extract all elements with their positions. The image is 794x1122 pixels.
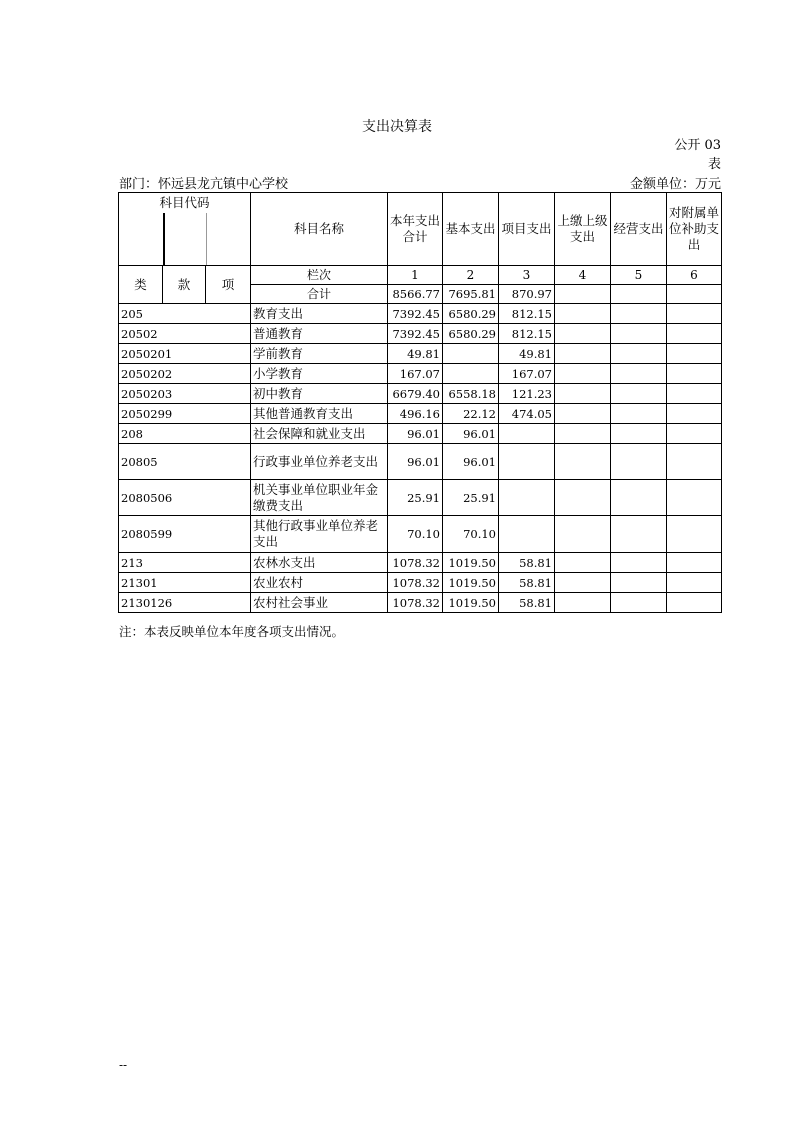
empty-cell [667,344,722,364]
subject-name: 社会保障和就业支出 [251,424,388,444]
value-project: 58.81 [499,553,555,573]
empty-cell [611,384,667,404]
amount-unit-label: 金额单位：万元 [629,177,721,192]
value-project: 167.07 [499,364,555,384]
empty-cell [667,324,722,344]
value-total: 1078.32 [388,593,443,613]
subject-code: 2130126 [119,593,251,613]
value-basic: 96.01 [443,444,499,480]
table-row [119,344,722,364]
value-total: 1078.32 [388,553,443,573]
header-col3: 项目支出 [499,193,555,266]
empty-cell [667,553,722,573]
empty-cell [555,344,611,364]
empty-cell [667,573,722,593]
empty-cell [611,344,667,364]
value-total: 7392.45 [388,324,443,344]
column-number: 6 [667,266,722,285]
column-number: 4 [555,266,611,285]
empty-cell [555,384,611,404]
value-basic: 6580.29 [443,324,499,344]
header-subject-name: 科目名称 [251,193,388,266]
table-row [119,593,722,613]
empty-cell [555,285,611,304]
value-basic: 6558.18 [443,384,499,404]
column-number: 1 [388,266,443,285]
empty-cell [555,553,611,573]
empty-cell [611,593,667,613]
subject-name: 农林水支出 [251,553,388,573]
table-row [119,404,722,424]
subject-code: 2050299 [119,404,251,424]
empty-cell [667,304,722,324]
empty-cell [667,444,722,480]
subject-name: 普通教育 [251,324,388,344]
header-lei: 类 [119,266,163,304]
value-total: 7392.45 [388,304,443,324]
value-basic [443,344,499,364]
empty-cell [611,404,667,424]
empty-cell [555,444,611,480]
value-project: 474.05 [499,404,555,424]
value-total: 6679.40 [388,384,443,404]
header-col6: 对附属单位补助支出 [667,193,722,266]
empty-cell [667,480,722,516]
value-project: 49.81 [499,344,555,364]
table-row [119,364,722,384]
value-basic: 70.10 [443,516,499,553]
value-total: 70.10 [388,516,443,553]
empty-cell [667,516,722,553]
subject-code: 21301 [119,573,251,593]
subject-code: 205 [119,304,251,324]
page-title: 支出决算表 [362,119,432,135]
value-project: 58.81 [499,593,555,613]
empty-cell [611,553,667,573]
value-basic: 1019.50 [443,593,499,613]
expenditure-table [118,192,722,613]
header-col4: 上缴上级支出 [555,193,611,266]
header-col2: 基本支出 [443,193,499,266]
public-code-line2: 表 [707,157,721,172]
subject-code: 213 [119,553,251,573]
empty-cell [555,424,611,444]
total-value: 870.97 [499,285,555,304]
header-row [119,193,722,266]
subject-code: 2080599 [119,516,251,553]
public-code-line1: 公开 03 [674,138,721,153]
empty-cell [611,516,667,553]
total-value: 8566.77 [388,285,443,304]
subject-code: 208 [119,424,251,444]
value-basic: 1019.50 [443,553,499,573]
table-row [119,573,722,593]
subject-name: 初中教育 [251,384,388,404]
value-basic: 25.91 [443,480,499,516]
subject-code: 20502 [119,324,251,344]
value-total: 96.01 [388,424,443,444]
table-row [119,384,722,404]
empty-cell [667,364,722,384]
empty-cell [667,593,722,613]
empty-cell [667,285,722,304]
empty-cell [555,573,611,593]
empty-cell [555,324,611,344]
empty-cell [611,444,667,480]
table-note: 注：本表反映单位本年度各项支出情况。 [119,624,345,639]
empty-cell [555,364,611,384]
column-number: 2 [443,266,499,285]
column-number-row [119,266,722,285]
table-row [119,480,722,516]
empty-cell [611,304,667,324]
subject-name: 其他行政事业单位养老支出 [251,516,388,553]
value-project [499,480,555,516]
subject-code: 2050203 [119,384,251,404]
subject-name: 行政事业单位养老支出 [251,444,388,480]
value-basic [443,364,499,384]
empty-cell [611,285,667,304]
subject-name: 其他普通教育支出 [251,404,388,424]
subject-name: 机关事业单位职业年金缴费支出 [251,480,388,516]
code-divider [163,213,165,265]
header-kuan: 款 [163,266,206,304]
value-project: 58.81 [499,573,555,593]
header-subject-code-label: 科目代码 [159,195,210,210]
empty-cell [611,573,667,593]
header-xiang: 项 [206,266,251,304]
code-divider [206,213,207,265]
value-total: 167.07 [388,364,443,384]
value-project: 121.23 [499,384,555,404]
public-code [673,136,721,174]
total-value: 7695.81 [443,285,499,304]
subject-code: 2050201 [119,344,251,364]
table-row [119,553,722,573]
table-row [119,444,722,480]
header-subject-code [119,193,251,266]
total-label: 合计 [251,285,388,304]
empty-cell [555,516,611,553]
department-label: 部门：怀远县龙亢镇中心学校 [119,177,289,192]
empty-cell [667,404,722,424]
subject-name: 教育支出 [251,304,388,324]
value-basic: 96.01 [443,424,499,444]
empty-cell [667,424,722,444]
value-basic: 22.12 [443,404,499,424]
header-col5: 经营支出 [611,193,667,266]
value-project [499,424,555,444]
subject-name: 学前教育 [251,344,388,364]
subject-code: 2050202 [119,364,251,384]
table-row [119,304,722,324]
footer-mark: -- [119,1058,128,1072]
table-row [119,516,722,553]
empty-cell [667,384,722,404]
value-total: 1078.32 [388,573,443,593]
value-project [499,516,555,553]
empty-cell [611,364,667,384]
value-basic: 6580.29 [443,304,499,324]
value-total: 96.01 [388,444,443,480]
value-total: 49.81 [388,344,443,364]
empty-cell [611,324,667,344]
subject-name: 小学教育 [251,364,388,384]
value-basic: 1019.50 [443,573,499,593]
subject-name: 农业农村 [251,573,388,593]
subject-name: 农村社会事业 [251,593,388,613]
table-row [119,324,722,344]
column-number: 5 [611,266,667,285]
value-project: 812.15 [499,324,555,344]
subject-code: 2080506 [119,480,251,516]
subject-code: 20805 [119,444,251,480]
empty-cell [555,593,611,613]
value-total: 25.91 [388,480,443,516]
empty-cell [555,304,611,324]
empty-cell [555,480,611,516]
value-total: 496.16 [388,404,443,424]
header-col1: 本年支出合计 [388,193,443,266]
empty-cell [555,404,611,424]
empty-cell [611,424,667,444]
table-row [119,424,722,444]
value-project: 812.15 [499,304,555,324]
value-project [499,444,555,480]
empty-cell [611,480,667,516]
lanci-label: 栏次 [251,266,388,285]
column-number: 3 [499,266,555,285]
